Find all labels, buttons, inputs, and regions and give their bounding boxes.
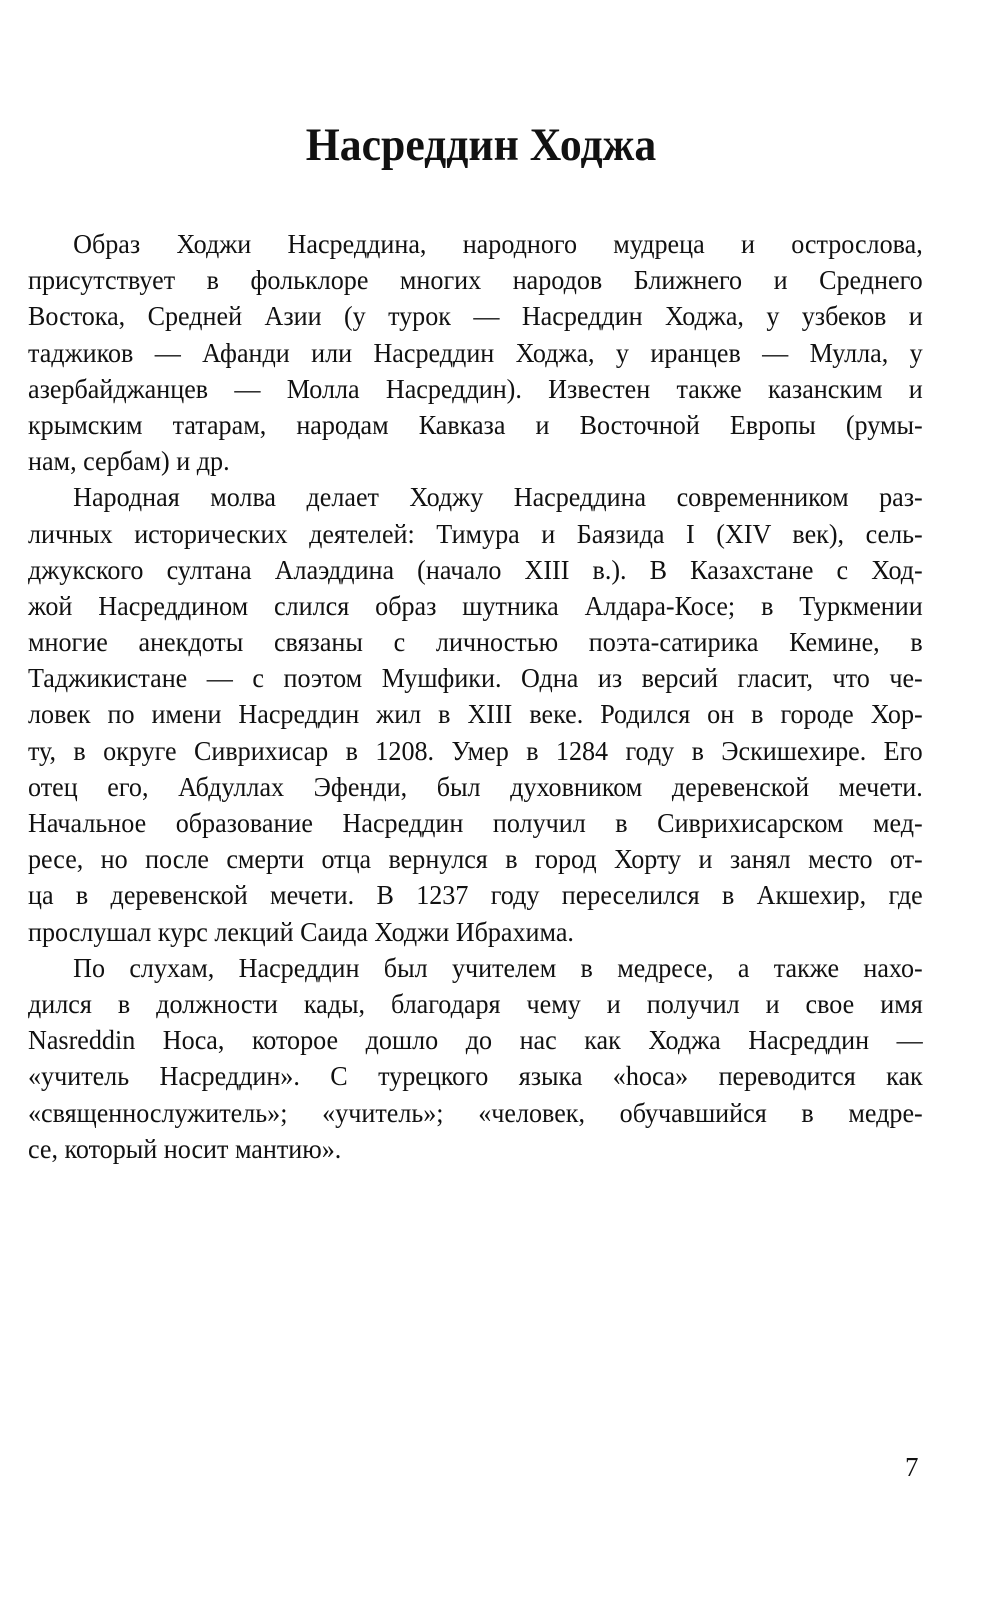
body-text xyxy=(28,226,923,1167)
text-line: ца в деревенской мечети. В 1237 году переселился в Акшехир, где xyxy=(28,880,923,911)
text-line: отец его, Абдуллах Эфенди, был духовником деревенской мечети. xyxy=(28,771,923,802)
text-line: азербайджанцев — Молла Насреддин). Известен также казанским и xyxy=(28,373,923,404)
page-title: Насреддин Ходжа xyxy=(305,119,657,171)
text-line: Таджикистане — с поэтом Мушфики. Одна из версий гласит, что че- xyxy=(28,663,923,694)
text-line: ту, в округе Сиврихисар в 1208. Умер в 1284 году в Эскишехире. Его xyxy=(28,735,923,766)
text-line: Востока, Средней Азии (у турок — Насреддин Ходжа, у узбеков и xyxy=(28,301,923,332)
text-line: крымским татарам, народам Кавказа и Восточной Европы (румы- xyxy=(28,409,923,440)
text-line: нам, сербам) и др. xyxy=(28,446,230,477)
text-line: многие анекдоты связаны с личностью поэта-сатирика Кемине, в xyxy=(28,627,923,658)
text-line: «священнослужитель»; «учитель»; «человек, обучавшийся в медре- xyxy=(28,1097,923,1128)
text-line: Народная молва делает Ходжу Насреддина современником раз- xyxy=(73,482,923,513)
text-line: таджиков — Афанди или Насреддин Ходжа, у иранцев — Мулла, у xyxy=(28,337,923,368)
text-line: По слухам, Насреддин был учителем в медресе, а также нахо- xyxy=(73,952,923,983)
text-line: Nasreddin Hoca, которое дошло до нас как Ходжа Насреддин — xyxy=(28,1025,923,1056)
text-line: ресе, но после смерти отца вернулся в город Хорту и занял место от- xyxy=(28,844,923,875)
text-line: джукского султана Алаэддина (начало XIII в.). В Казахстане с Ход- xyxy=(28,554,923,585)
text-line: Начальное образование Насреддин получил в Сиврихисарском мед- xyxy=(28,808,923,838)
paragraph-3 xyxy=(28,950,923,1167)
text-line: ловек по имени Насреддин жил в XIII веке. Родился он в городе Хор- xyxy=(28,699,923,730)
paragraph-2 xyxy=(28,479,923,949)
text-line: личных исторических деятелей: Тимура и Баязида I (XIV век), сель- xyxy=(28,518,923,549)
text-line: «учитель Насреддин». С турецкого языка «hoca» переводится как xyxy=(28,1061,923,1092)
text-line: прослушал курс лекций Саида Ходжи Ибрахима. xyxy=(28,916,574,947)
text-line: присутствует в фольклоре многих народов Ближнего и Среднего xyxy=(28,265,923,296)
text-line: жой Насреддином слился образ шутника Алдара-Косе; в Туркмении xyxy=(28,590,923,621)
text-line: се, который носит мантию». xyxy=(28,1133,342,1164)
text-line: дился в должности кады, благодаря чему и получил и свое имя xyxy=(28,988,923,1019)
text-line: Образ Ходжи Насреддина, народного мудреца и острослова, xyxy=(73,229,923,259)
page-number: 7 xyxy=(905,1452,919,1482)
paragraph-1 xyxy=(28,226,923,479)
